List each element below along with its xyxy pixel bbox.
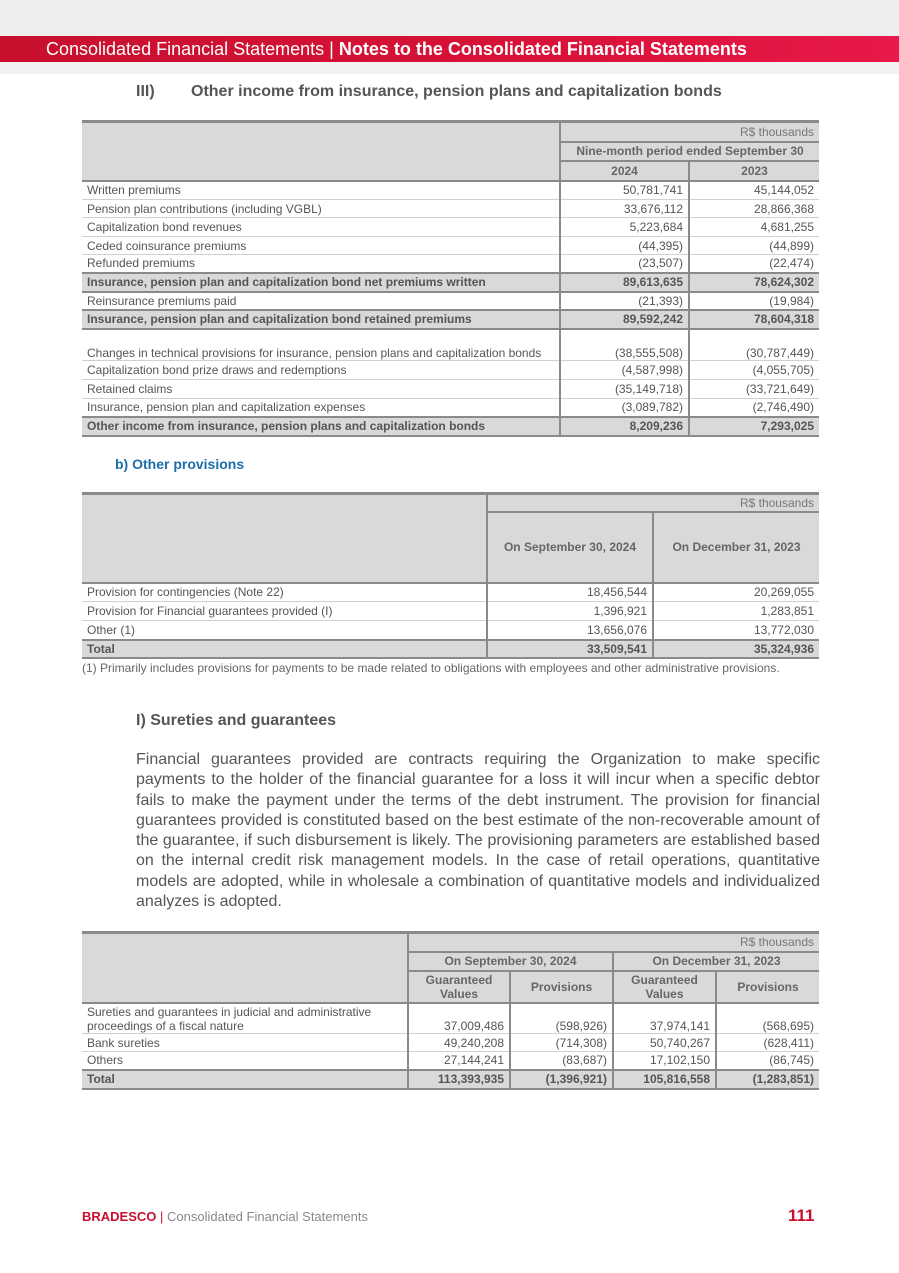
row-value: 33,676,112 <box>560 200 689 218</box>
section-iii-number: III) <box>136 83 155 100</box>
row-value: 50,781,741 <box>560 181 689 200</box>
table-row <box>82 237 819 255</box>
table-row-total <box>82 640 819 658</box>
table-row <box>82 602 819 621</box>
row-label: Sureties and guarantees in judicial and administrative proceedings of a fiscal nature <box>82 1003 408 1034</box>
top-strip <box>0 0 899 36</box>
table-row-subtotal <box>82 310 819 329</box>
header-banner <box>0 36 899 62</box>
row-value: 7,293,025 <box>689 417 819 436</box>
row-value: 18,456,544 <box>487 583 653 602</box>
table1-period: Nine-month period ended September 30 <box>560 142 819 161</box>
footer-brand: BRADESCO <box>82 1209 157 1224</box>
table-row <box>82 361 819 380</box>
table-other-provisions <box>82 492 819 659</box>
footer <box>82 1209 368 1224</box>
table-other-income <box>82 120 819 437</box>
row-label: Ceded coinsurance premiums <box>82 237 560 255</box>
row-value: 20,269,055 <box>653 583 819 602</box>
row-label: Reinsurance premiums paid <box>82 292 560 310</box>
row-value: 13,772,030 <box>653 621 819 640</box>
table-row <box>82 621 819 640</box>
table-row <box>82 181 819 200</box>
row-label: Written premiums <box>82 181 560 200</box>
row-value: 89,613,635 <box>560 273 689 292</box>
row-label: Retained claims <box>82 380 560 399</box>
row-value: 37,009,486 <box>408 1003 510 1034</box>
header-underband <box>0 62 899 74</box>
table2-corner <box>82 494 487 583</box>
footer-text: Consolidated Financial Statements <box>167 1209 368 1224</box>
table2-footnote: (1) Primarily includes provisions for payments to be made related to obligations with employees and other administrative provisions. <box>82 661 780 675</box>
row-value: (2,746,490) <box>689 399 819 417</box>
row-value: (30,787,449) <box>689 329 819 361</box>
table-row <box>82 200 819 218</box>
row-value: (35,149,718) <box>560 380 689 399</box>
row-value: (1,283,851) <box>716 1070 819 1089</box>
row-value: (86,745) <box>716 1052 819 1070</box>
row-value: (33,721,649) <box>689 380 819 399</box>
row-value: 49,240,208 <box>408 1034 510 1052</box>
table3-col-guaranteed-2023: Guaranteed Values <box>613 971 716 1003</box>
table-row <box>82 399 819 417</box>
row-value: (44,899) <box>689 237 819 255</box>
row-value: 33,509,541 <box>487 640 653 658</box>
footer-separator: | <box>156 1209 168 1224</box>
row-value: 78,604,318 <box>689 310 819 329</box>
table-row <box>82 1003 819 1034</box>
row-value: (628,411) <box>716 1034 819 1052</box>
table1-corner <box>82 122 560 181</box>
row-label: Insurance, pension plan and capitalization bond net premiums written <box>82 273 560 292</box>
table3-corner <box>82 933 408 1003</box>
row-label: Others <box>82 1052 408 1070</box>
row-value: (4,055,705) <box>689 361 819 380</box>
row-label: Total <box>82 640 487 658</box>
row-value: 5,223,684 <box>560 218 689 237</box>
table3-group-dec-2023: On December 31, 2023 <box>613 952 819 971</box>
row-label: Refunded premiums <box>82 255 560 273</box>
row-label: Changes in technical provisions for insurance, pension plans and capitalization bonds <box>82 329 560 361</box>
row-value: (21,393) <box>560 292 689 310</box>
row-value: 13,656,076 <box>487 621 653 640</box>
table-row-total <box>82 417 819 436</box>
table-row <box>82 380 819 399</box>
table-row <box>82 329 819 361</box>
row-value: (19,984) <box>689 292 819 310</box>
section-iii-title: Other income from insurance, pension plans and capitalization bonds <box>191 83 722 100</box>
table3-col-provisions-2023: Provisions <box>716 971 819 1003</box>
row-label: Total <box>82 1070 408 1089</box>
row-label: Bank sureties <box>82 1034 408 1052</box>
row-value: 4,681,255 <box>689 218 819 237</box>
section-b-title: b) Other provisions <box>115 456 245 472</box>
table-row <box>82 1034 819 1052</box>
row-value: 35,324,936 <box>653 640 819 658</box>
row-label: Other (1) <box>82 621 487 640</box>
table2-col-dec-2023: On December 31, 2023 <box>653 512 819 583</box>
table-row-subtotal <box>82 273 819 292</box>
row-label: Insurance, pension plan and capitalization bond retained premiums <box>82 310 560 329</box>
section-i-title: I) Sureties and guarantees <box>136 712 337 729</box>
row-value: 37,974,141 <box>613 1003 716 1034</box>
row-label: Capitalization bond prize draws and redemptions <box>82 361 560 380</box>
row-value: (4,587,998) <box>560 361 689 380</box>
table-row <box>82 583 819 602</box>
row-label: Capitalization bond revenues <box>82 218 560 237</box>
header-separator: | <box>324 39 339 59</box>
row-value: (1,396,921) <box>510 1070 613 1089</box>
row-label: Provision for Financial guarantees provided (I) <box>82 602 487 621</box>
row-value: 28,866,368 <box>689 200 819 218</box>
row-value: 50,740,267 <box>613 1034 716 1052</box>
table3-col-provisions-2024: Provisions <box>510 971 613 1003</box>
table-row-total <box>82 1070 819 1089</box>
row-value: (38,555,508) <box>560 329 689 361</box>
row-value: 27,144,241 <box>408 1052 510 1070</box>
row-label: Provision for contingencies (Note 22) <box>82 583 487 602</box>
table-row <box>82 255 819 273</box>
table1-col-2024: 2024 <box>560 161 689 181</box>
table2-col-sep-2024: On September 30, 2024 <box>487 512 653 583</box>
table1-col-2023: 2023 <box>689 161 819 181</box>
row-value: 113,393,935 <box>408 1070 510 1089</box>
row-value: 17,102,150 <box>613 1052 716 1070</box>
page-number: 111 <box>788 1206 815 1225</box>
table3-col-guaranteed-2024: Guaranteed Values <box>408 971 510 1003</box>
row-value: 78,624,302 <box>689 273 819 292</box>
row-label: Insurance, pension plan and capitalization expenses <box>82 399 560 417</box>
row-value: 105,816,558 <box>613 1070 716 1089</box>
row-label: Other income from insurance, pension plans and capitalization bonds <box>82 417 560 436</box>
table-row <box>82 218 819 237</box>
table-sureties-guarantees <box>82 931 819 1090</box>
header-section: Consolidated Financial Statements <box>46 39 325 59</box>
table-row <box>82 1052 819 1070</box>
row-value: 1,396,921 <box>487 602 653 621</box>
row-value: 89,592,242 <box>560 310 689 329</box>
row-value: (598,926) <box>510 1003 613 1034</box>
table3-unit: R$ thousands <box>408 933 819 952</box>
sureties-paragraph: Financial guarantees provided are contracts requiring the Organization to make specific payments to the holder of the financial guarantee for a loss it will incur when a specific debtor fails to make the payment under the terms of the debt instrument. The provision for financial guarantees provided is constituted based on the best estimate of the non-recoverable amount of the guarantee, if such disbursement is likely. The provisioning parameters are established based on the internal credit risk management models. In the case of retail operations, quantitative models are adopted, while in wholesale a combination of quantitative models and individualized analyzes is adopted. <box>136 751 820 911</box>
row-value: 45,144,052 <box>689 181 819 200</box>
row-value: (714,308) <box>510 1034 613 1052</box>
row-value: (568,695) <box>716 1003 819 1034</box>
row-value: (83,687) <box>510 1052 613 1070</box>
table1-unit: R$ thousands <box>560 122 819 142</box>
row-value: (3,089,782) <box>560 399 689 417</box>
row-value: (22,474) <box>689 255 819 273</box>
row-value: (44,395) <box>560 237 689 255</box>
row-value: (23,507) <box>560 255 689 273</box>
row-label: Pension plan contributions (including VGBL) <box>82 200 560 218</box>
row-value: 8,209,236 <box>560 417 689 436</box>
header-subsection: Notes to the Consolidated Financial Statements <box>338 39 747 59</box>
row-value: 1,283,851 <box>653 602 819 621</box>
table-row <box>82 292 819 310</box>
table3-group-sep-2024: On September 30, 2024 <box>408 952 613 971</box>
table2-unit: R$ thousands <box>487 494 819 512</box>
